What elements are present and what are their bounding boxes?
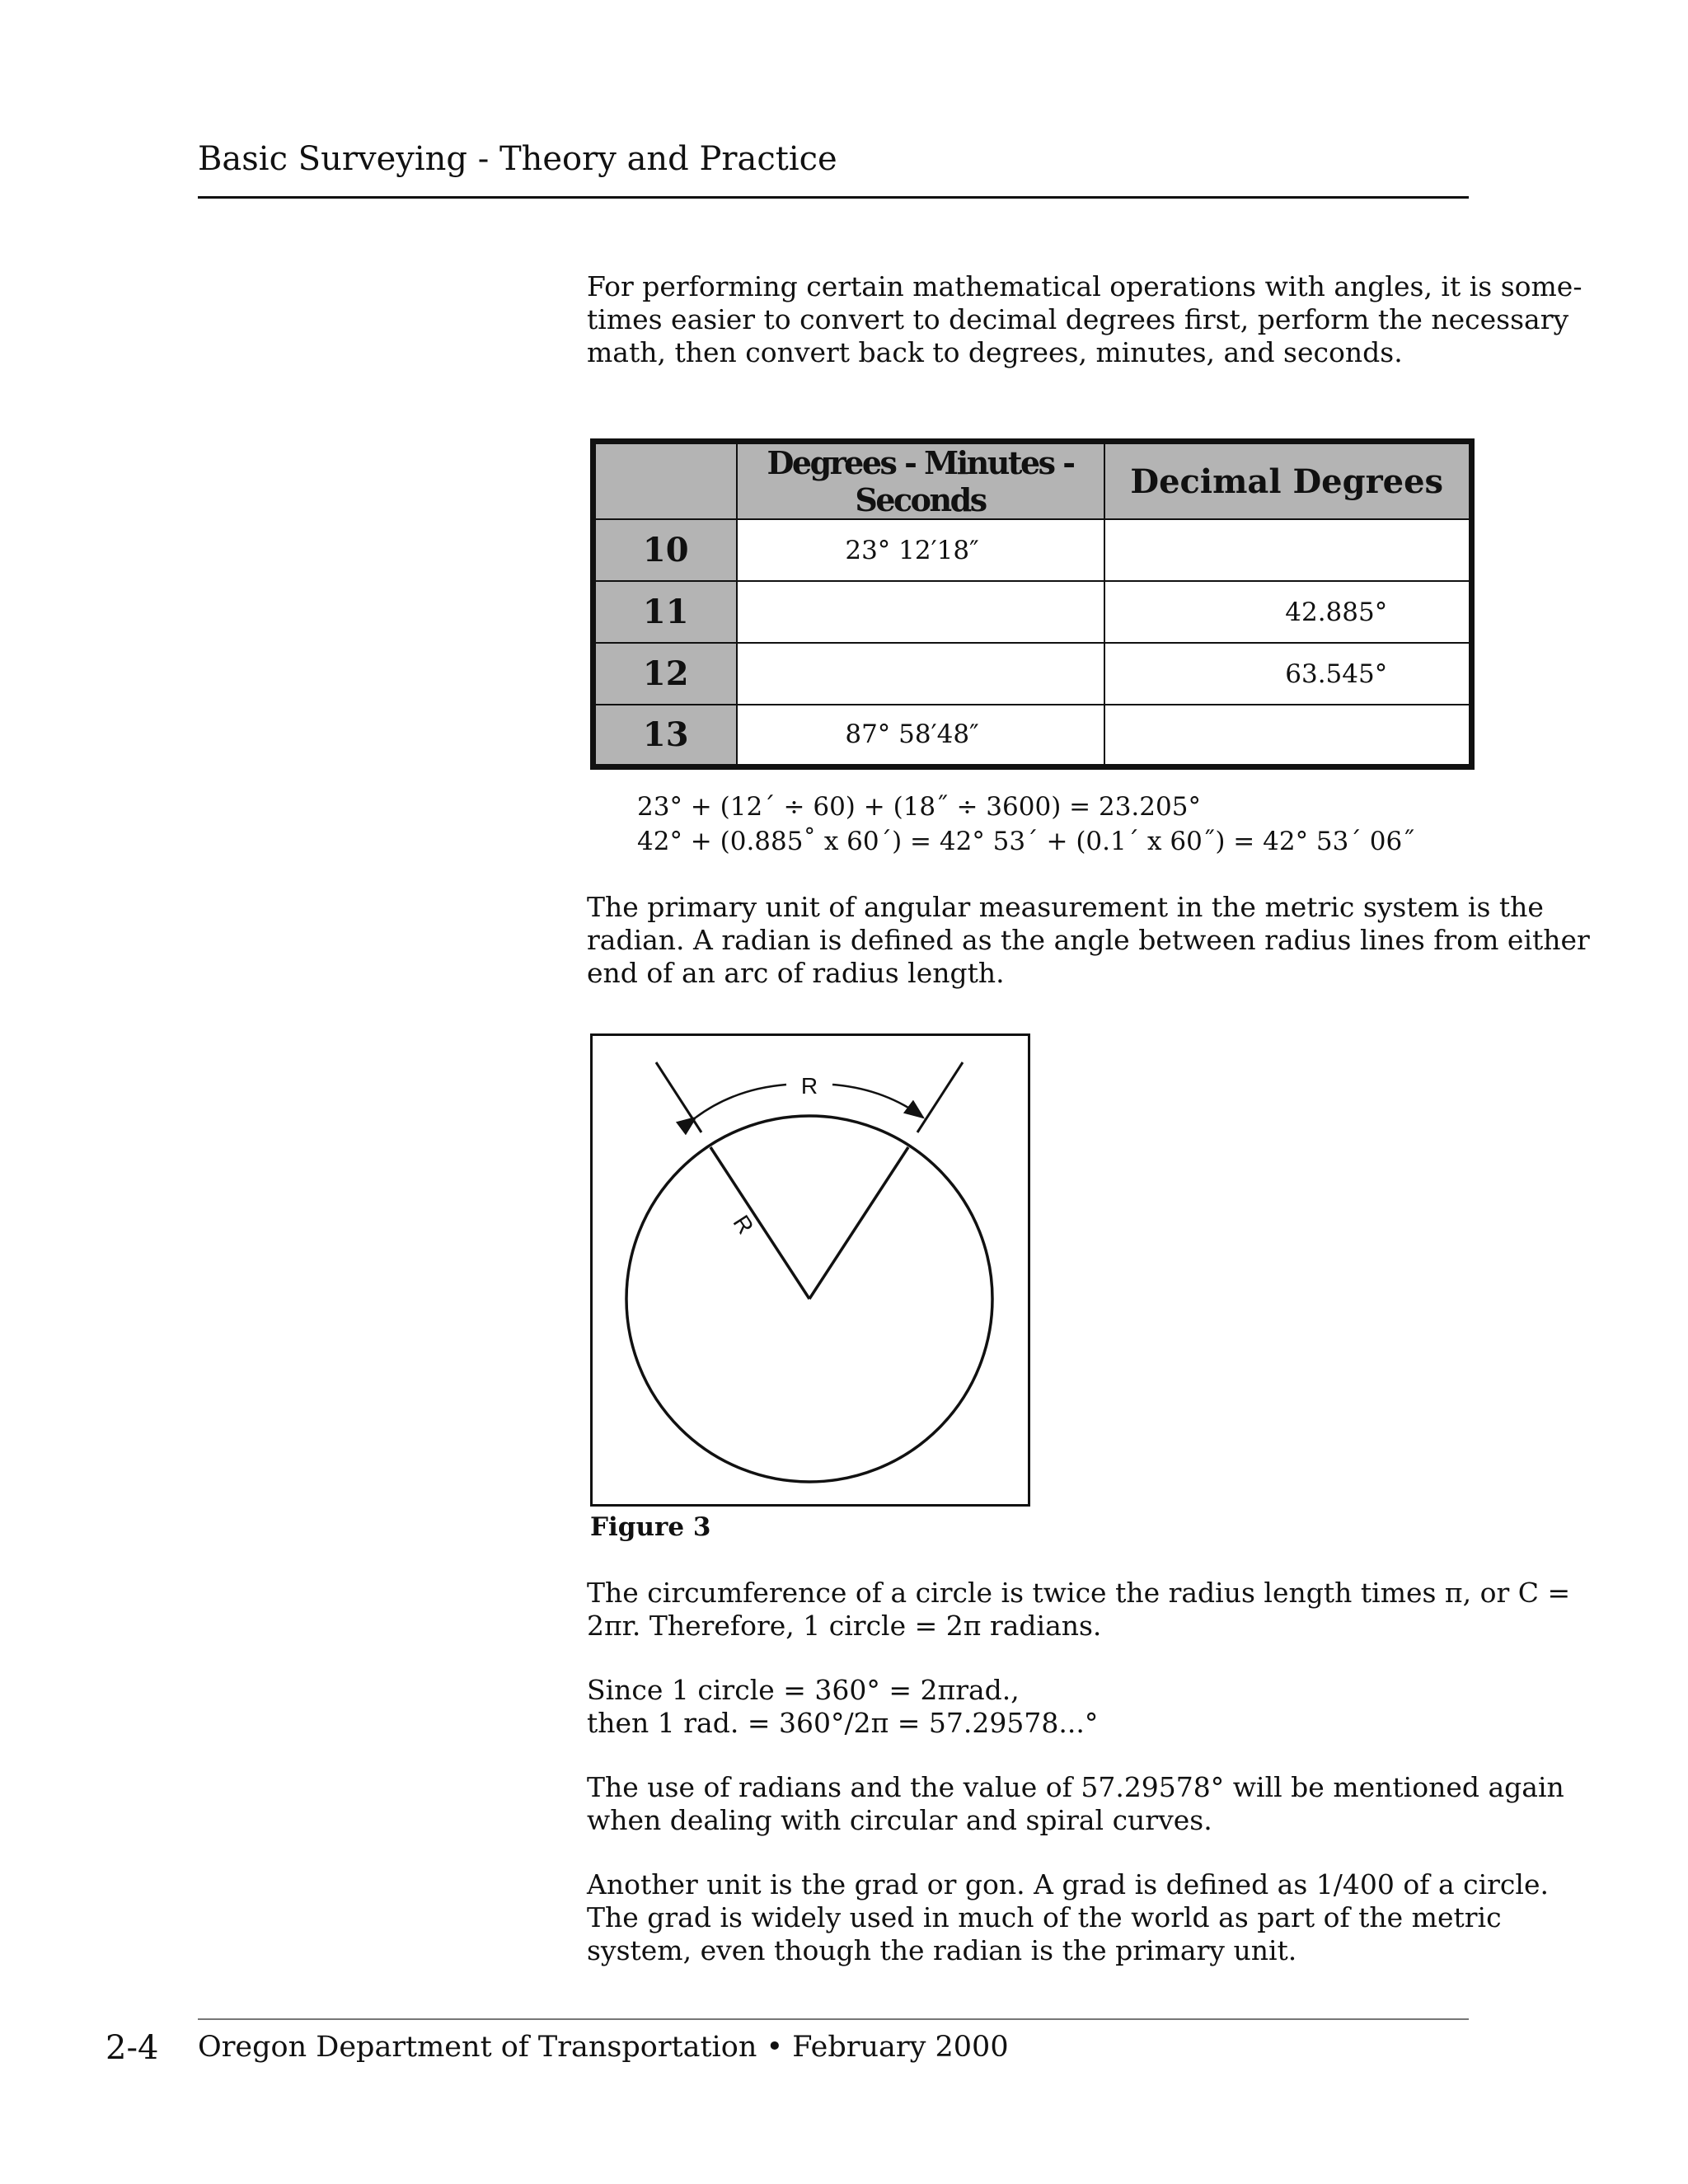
radian-usage-paragraph [587,1771,1564,1837]
header-dms: Degrees - Minutes -Seconds [737,442,1104,520]
radius-label: R [728,1210,759,1239]
conversion-equations [637,790,1415,859]
dms-cell: 23° 12′18″ [737,519,1104,581]
intro-line: For performing certain mathematical operations with angles, it is some- [587,270,1582,302]
row-number: 11 [593,581,737,643]
page-header-title: Basic Surveying - Theory and Practice [198,140,837,178]
table-corner-cell [593,442,737,520]
table-row [593,705,1472,766]
equation-line: 42° + (0.885˚ x 60´) = 42° 53´ + (0.1´ x 60˝) = 42° 53´ 06˝ [637,827,1415,856]
intro-line: times easier to convert to decimal degrees first, perform the necessary [587,303,1569,335]
radian-figure [590,1033,1030,1507]
grad-line: The grad is widely used in much of the world as part of the metric [587,1901,1502,1933]
circumference-line: 2πr. Therefore, 1 circle = 2π radians. [587,1610,1102,1642]
header-divider [198,196,1469,199]
intro-paragraph [587,270,1582,369]
decimal-cell [1104,519,1472,581]
extension-line-left [656,1062,701,1132]
radian-value-line: Since 1 circle = 360° = 2πrad., [587,1674,1020,1706]
grad-paragraph [587,1868,1549,1967]
arc-length-label: R [800,1073,818,1099]
decimal-cell: 63.545° [1104,643,1472,705]
grad-line: system, even though the radian is the primary unit. [587,1934,1297,1966]
radian-line: radian. A radian is defined as the angle between radius lines from either [587,924,1590,956]
dms-cell [737,581,1104,643]
circumference-line: The circumference of a circle is twice the radius length times π, or C = [587,1577,1571,1609]
radius-line-right [809,1147,908,1299]
radian-line: The primary unit of angular measurement in the metric system is the [587,891,1544,923]
table-row [593,643,1472,705]
table-row [593,519,1472,581]
row-number: 13 [593,705,737,766]
footer-text: Oregon Department of Transportation • February 2000 [198,2031,1009,2064]
table-row [593,581,1472,643]
intro-line: math, then convert back to degrees, minutes, and seconds. [587,336,1403,368]
radian-line: end of an arc of radius length. [587,957,1005,989]
grad-line: Another unit is the grad or gon. A grad is defined as 1/400 of a circle. [587,1868,1549,1900]
arc-dimension-arrow-right [832,1085,923,1118]
radian-paragraph [587,891,1590,990]
page-number: 2-4 [106,2029,159,2067]
radian-value-paragraph [587,1674,1098,1740]
figure-frame [592,1035,1029,1506]
dms-cell [737,643,1104,705]
header-decimal-degrees: Decimal Degrees [1104,442,1472,520]
arc-dimension-arrow-left [696,1085,786,1118]
radius-line-left [710,1147,809,1299]
decimal-cell: 42.885° [1104,581,1472,643]
radian-value-line: then 1 rad. = 360°/2π = 57.29578...° [587,1707,1099,1739]
radian-usage-line: when dealing with circular and spiral curves. [587,1804,1212,1836]
table-header-row [593,442,1472,520]
row-number: 10 [593,519,737,581]
conversion-table [590,438,1475,770]
dms-cell: 87° 58′48″ [737,705,1104,766]
figure-caption: Figure 3 [590,1512,711,1542]
equation-line: 23° + (12´ ÷ 60) + (18˝ ÷ 3600) = 23.205° [637,792,1201,822]
extension-line-right [917,1062,963,1132]
radian-usage-line: The use of radians and the value of 57.29578° will be mentioned again [587,1771,1564,1803]
row-number: 12 [593,643,737,705]
circumference-paragraph [587,1577,1570,1643]
footer-divider [198,2018,1469,2020]
decimal-cell [1104,705,1472,766]
